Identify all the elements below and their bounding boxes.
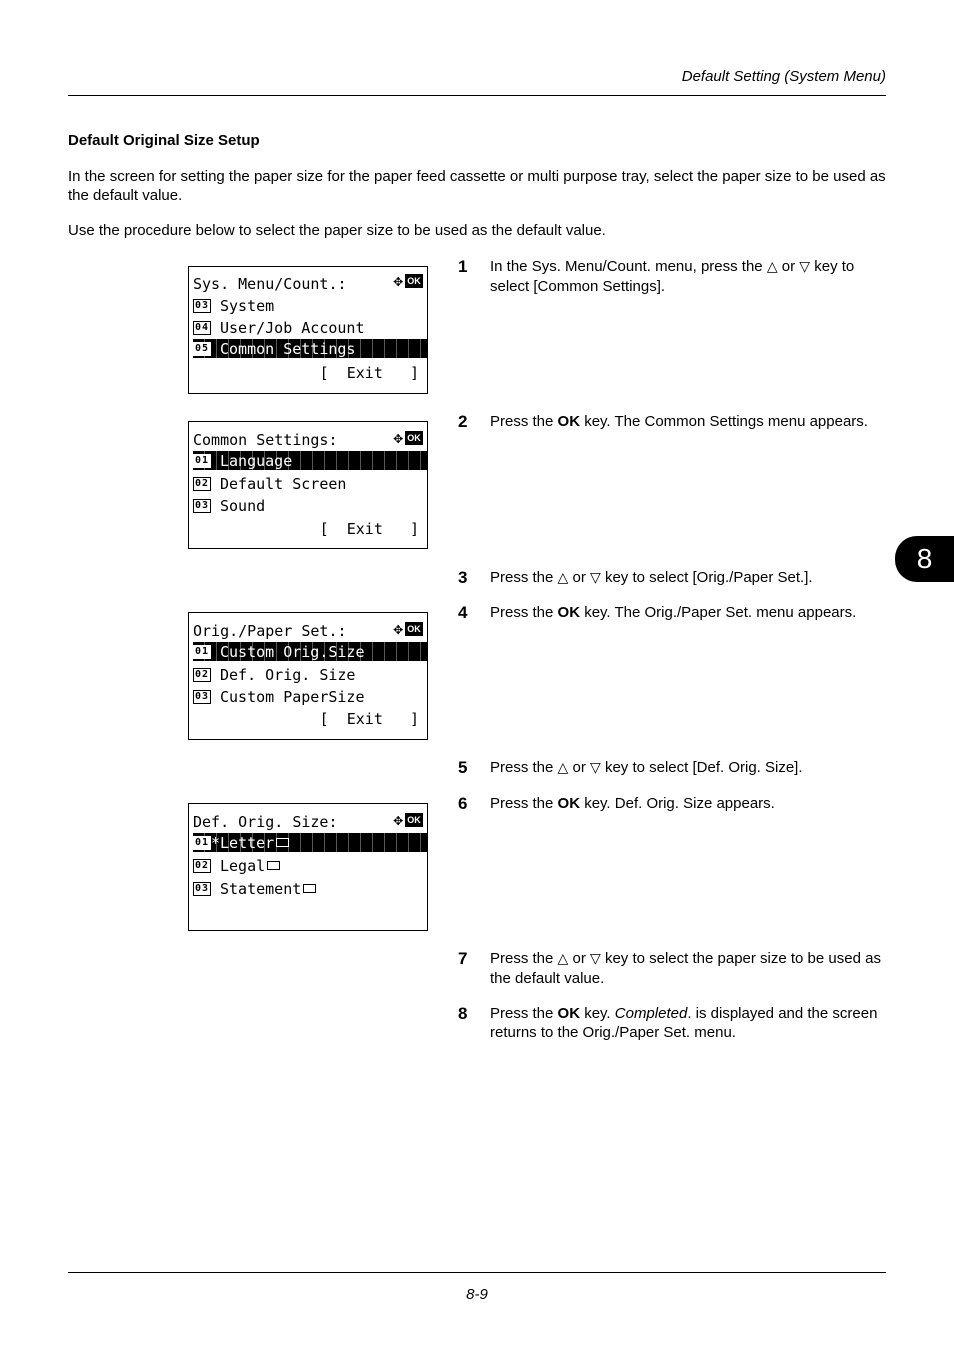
menu-item-selected[interactable] (193, 642, 427, 661)
step-text-part: key to select the paper size to be used as the default value. (490, 950, 881, 987)
menu-item[interactable] (193, 879, 427, 898)
lcd-screen-def-orig-size (188, 803, 428, 931)
step-text-part: Press the (490, 413, 558, 430)
item-label: System (220, 296, 275, 315)
lcd-screen-sys-menu (188, 266, 428, 394)
item-number-badge: 04 (194, 321, 210, 333)
item-label: Common Settings (220, 339, 356, 358)
step-text-part: or (568, 759, 590, 776)
step-text (490, 603, 888, 622)
up-triangle-icon: △ (766, 259, 778, 275)
procedure-paragraph: Use the procedure below to select the paper size to be used as the default value. (68, 222, 606, 239)
step-text (490, 257, 888, 296)
nav-icons (393, 430, 423, 446)
menu-item[interactable] (193, 856, 427, 875)
screen-title: Sys. Menu/Count.: (193, 274, 347, 293)
menu-item[interactable] (193, 296, 427, 315)
step-1 (458, 257, 888, 296)
step-8 (458, 1004, 888, 1042)
menu-item-selected[interactable] (193, 339, 427, 358)
item-number-badge: 05 (194, 342, 210, 354)
paper-orientation-icon (303, 884, 316, 893)
step-text-part: Press the (490, 604, 558, 621)
step-text-part: key. (580, 1005, 615, 1022)
lcd-screen-orig-paper-set (188, 612, 428, 740)
step-number: 1 (458, 257, 468, 276)
step-number: 7 (458, 949, 468, 968)
step-text-part: . is displayed and the screen returns to the Orig./Paper Set. menu. (490, 1005, 878, 1041)
item-label: Sound (220, 496, 266, 515)
step-text-part: Press the (490, 759, 558, 776)
ok-key-label: OK (557, 413, 581, 430)
step-text (490, 794, 888, 813)
page-number: 8-9 (466, 1286, 488, 1303)
item-label: User/Job Account (220, 318, 365, 337)
menu-item[interactable] (193, 687, 427, 706)
step-text-part: key. The Common Settings menu appears. (580, 413, 868, 430)
intro-paragraph: In the screen for setting the paper size for the paper feed cassette or multi purpose tray, select the paper size to be used as the default value. (68, 168, 886, 204)
step-text-part: key to select [Orig./Paper Set.]. (600, 569, 813, 586)
step-text (490, 412, 888, 431)
step-text-part: In the Sys. Menu/Count. menu, press the (490, 258, 767, 275)
item-number-badge: 02 (194, 477, 210, 489)
step-7 (458, 949, 888, 988)
item-label: *Letter (211, 833, 275, 852)
step-number: 6 (458, 794, 468, 813)
item-number-badge: 02 (194, 859, 210, 871)
item-label: Def. Orig. Size (220, 665, 356, 684)
step-number: 8 (458, 1004, 468, 1023)
section-title: Default Original Size Setup (68, 132, 260, 149)
step-text-part: key to select [Common Settings]. (490, 258, 855, 295)
step-text-part: or (568, 950, 590, 967)
step-number: 2 (458, 412, 468, 431)
step-number: 4 (458, 603, 468, 622)
screen-title: Common Settings: (193, 430, 338, 449)
item-number-badge: 01 (194, 645, 210, 657)
screen-title: Def. Orig. Size: (193, 812, 338, 831)
ok-icon: OK (405, 813, 423, 827)
step-text-part: or (777, 258, 800, 275)
step-3 (458, 568, 888, 588)
menu-item[interactable] (193, 665, 427, 684)
menu-item[interactable] (193, 474, 427, 493)
ok-icon: OK (405, 274, 423, 288)
item-number-badge: 03 (194, 690, 210, 702)
exit-softkey[interactable]: [ Exit ] (319, 709, 419, 728)
step-number: 5 (458, 758, 468, 777)
ok-icon: OK (405, 622, 423, 636)
item-label: Language (220, 451, 293, 470)
page-header-title: Default Setting (System Menu) (681, 68, 886, 85)
step-text-part: Press the (490, 569, 558, 586)
item-label: Custom Orig.Size (220, 642, 365, 661)
screen-title: Orig./Paper Set.: (193, 621, 347, 640)
step-text (490, 758, 888, 778)
step-number: 3 (458, 568, 468, 587)
lcd-screen-common-settings (188, 421, 428, 549)
ok-icon: OK (405, 431, 423, 445)
item-label: Default Screen (220, 474, 347, 493)
step-6 (458, 794, 888, 813)
step-2 (458, 412, 888, 431)
step-5 (458, 758, 888, 778)
down-triangle-icon: ▽ (590, 951, 601, 967)
down-triangle-icon: ▽ (590, 760, 601, 776)
cross-arrows-icon: ✥ (393, 810, 403, 829)
cross-arrows-icon: ✥ (393, 428, 403, 447)
up-triangle-icon: △ (557, 951, 569, 967)
step-4 (458, 603, 888, 622)
menu-item[interactable] (193, 496, 427, 515)
exit-softkey[interactable]: [ Exit ] (319, 363, 419, 382)
step-text-part: Press the (490, 950, 558, 967)
cross-arrows-icon: ✥ (393, 271, 403, 290)
step-text-part: key. Def. Orig. Size appears. (580, 795, 775, 812)
step-text (490, 1004, 888, 1042)
nav-icons (393, 812, 423, 828)
nav-icons (393, 273, 423, 289)
nav-icons (393, 621, 423, 637)
paper-orientation-icon (267, 861, 280, 870)
down-triangle-icon: ▽ (590, 570, 601, 586)
item-number-badge: 01 (194, 836, 210, 848)
ok-key-label: OK (557, 795, 581, 812)
cross-arrows-icon: ✥ (393, 619, 403, 638)
chapter-tab: 8 (895, 536, 954, 582)
down-triangle-icon: ▽ (799, 259, 811, 275)
step-text-part: or (568, 569, 590, 586)
step-text (490, 568, 888, 588)
exit-softkey[interactable]: [ Exit ] (319, 519, 419, 538)
item-number-badge: 03 (194, 299, 210, 311)
step-text-part: Press the (490, 1005, 558, 1022)
menu-item-selected[interactable] (193, 833, 427, 852)
up-triangle-icon: △ (557, 570, 569, 586)
header-rule (68, 95, 886, 96)
item-number-badge: 03 (194, 882, 210, 894)
step-text (490, 949, 888, 988)
ok-key-label: OK (557, 604, 581, 621)
menu-item-selected[interactable] (193, 451, 427, 470)
item-label: Custom PaperSize (220, 687, 365, 706)
up-triangle-icon: △ (557, 760, 569, 776)
item-label: Legal (220, 856, 266, 875)
completed-label: Completed (614, 1005, 688, 1022)
step-text-part: Press the (490, 795, 558, 812)
item-number-badge: 03 (194, 499, 210, 511)
footer-rule (68, 1272, 886, 1273)
step-text-part: key. The Orig./Paper Set. menu appears. (580, 604, 857, 621)
item-label: Statement (220, 879, 302, 898)
paper-orientation-icon (276, 838, 289, 847)
item-number-badge: 01 (194, 454, 210, 466)
menu-item[interactable] (193, 318, 427, 337)
step-text-part: key to select [Def. Orig. Size]. (600, 759, 803, 776)
ok-key-label: OK (557, 1005, 581, 1022)
item-number-badge: 02 (194, 668, 210, 680)
